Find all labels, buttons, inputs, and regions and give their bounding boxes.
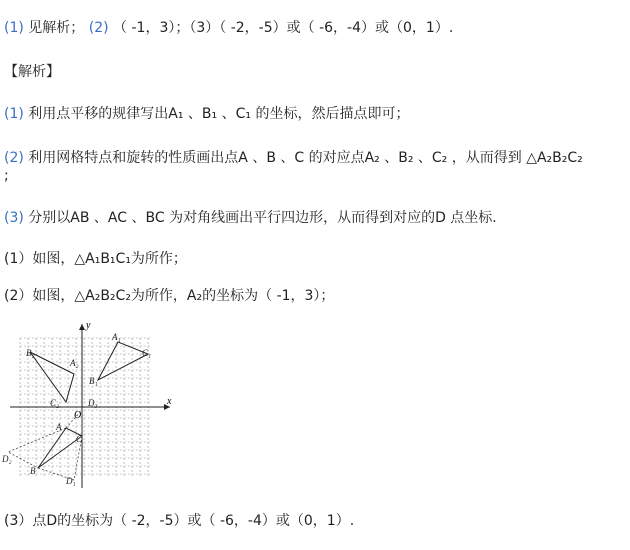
analysis-item-2: [4, 148, 583, 168]
x-axis-label: x: [167, 396, 172, 407]
label-b2: B₂: [26, 348, 35, 358]
analysis-item-3-text: 分别以AB 、AC 、BC 为对角线画出平行四边形，从而得到对应的D 点坐标.: [28, 210, 497, 226]
answer-part2-number: (2): [88, 20, 109, 36]
coordinate-grid-figure: [0, 318, 200, 490]
parallelogram-dashed-lines: [8, 410, 82, 480]
label-d3: D₃: [88, 398, 98, 408]
analysis-item-3: [4, 208, 497, 228]
y-axis-label: y: [86, 320, 91, 331]
analysis-item-1: [4, 104, 409, 124]
label-a2: A₂: [70, 358, 79, 368]
label-d1: D₁: [66, 476, 76, 486]
answer-part2-text: （ -1，3）；（3）（ -2，-5）或（ -6，-4）或（0，1）.: [113, 20, 454, 36]
y-axis-arrow: [79, 324, 85, 330]
label-b: B: [30, 466, 36, 476]
label-d2: D₂: [2, 454, 12, 464]
label-b1: B₁: [89, 376, 98, 386]
label-c: C: [76, 434, 83, 444]
solution-line-2: (2）如图，△A₂B₂C₂为所作，A₂的坐标为（ -1，3）；: [4, 288, 335, 304]
analysis-item-2-continuation: ;: [4, 168, 9, 184]
label-c2: C₂: [50, 398, 60, 408]
answer-part1-text: 见解析；: [28, 20, 85, 36]
label-a: A: [56, 422, 62, 432]
analysis-item-2-text: 利用网格特点和旋转的性质画出点A 、B 、C 的对应点A₂ 、B₂ 、C₂ ，从而得到 △A₂B₂C₂: [28, 150, 583, 166]
grid-lines: [20, 338, 150, 478]
analysis-item-2-number: (2): [4, 150, 24, 166]
solution-line-1: (1）如图，△A₁B₁C₁为所作；: [4, 251, 187, 267]
triangle-a1b1c1: [98, 342, 148, 380]
analysis-item-1-number: (1): [4, 106, 24, 122]
label-a1: A₁: [112, 332, 121, 342]
origin-label: O: [74, 410, 82, 421]
label-c1: C₁: [142, 348, 152, 358]
analysis-item-3-number: (3): [4, 210, 24, 226]
answer-line: [4, 18, 453, 38]
analysis-item-1-text: 利用点平移的规律写出A₁ 、B₁ 、C₁ 的坐标，然后描点即可；: [28, 106, 410, 122]
analysis-header: 【解析】: [4, 64, 60, 80]
solution-line-3: (3）点D的坐标为（ -2，-5）或（ -6，-4）或（0，1）.: [4, 513, 355, 529]
answer-part1-number: (1): [4, 20, 24, 36]
